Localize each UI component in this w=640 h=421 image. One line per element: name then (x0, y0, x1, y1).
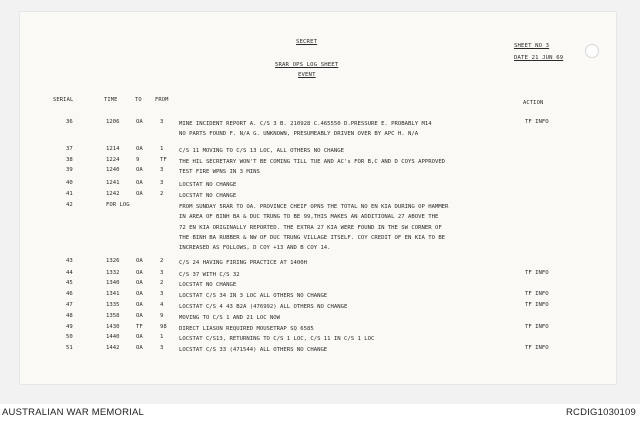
log-entry (20, 258, 616, 268)
classification-heading: SECRET (296, 39, 318, 45)
entry-action: TF INFO (525, 270, 549, 276)
entry-event-line: LOCSTAT C/S 33 (471544) ALL OTHERS NO CHANGE (179, 347, 328, 353)
log-entry (20, 270, 616, 280)
log-entry (20, 119, 616, 138)
col-header-serial: SERIAL (53, 97, 74, 103)
entry-event-line: MINE INCIDENT REPORT A. C/S 3 B. 210928 C.465550 D.PRESSURE E. PROBABLY M14 (179, 121, 432, 127)
entry-to: OA (136, 313, 143, 319)
entry-to: OA (136, 280, 143, 286)
entry-time: 1214 (106, 146, 120, 152)
entry-time: 1442 (106, 345, 120, 351)
entry-event-line: DIRECT LIASON REQUIRED MOUSETRAP SQ 6585 (179, 326, 314, 332)
entry-to: OA (136, 270, 143, 276)
entry-time: 1440 (106, 334, 120, 340)
entry-event-line: TEST FIRE WPNS IN 3 MINS (179, 169, 260, 175)
entry-action: TF INFO (525, 345, 549, 351)
col-header-action: ACTION (523, 100, 544, 106)
entry-from: 3 (160, 270, 164, 276)
col-header-to: TO (135, 97, 142, 103)
entry-event-line: LOCSTAT NO CHANGE (179, 282, 237, 288)
entry-time: 1241 (106, 180, 120, 186)
entry-from: 1 (160, 146, 164, 152)
entry-time: 1341 (106, 291, 120, 297)
event-heading: EVENT (298, 72, 316, 78)
entry-from: 4 (160, 302, 164, 308)
entry-serial: 48 (66, 313, 73, 319)
entry-time: 1326 (106, 258, 120, 264)
entry-from: 1 (160, 334, 164, 340)
entry-time: 1242 (106, 191, 120, 197)
sheet-date: DATE 21 JUN 69 (514, 55, 564, 61)
entry-event-line: FROM SUNDAY 5RAR TO OA. PROVINCE CHEIF OPNS THE TOTAL NO EN KIA DURING OP HAMMER (179, 204, 449, 210)
entry-time: FOR LOG (106, 202, 130, 208)
entry-time: 1335 (106, 302, 120, 308)
entry-event-line: LOCSTAT NO CHANGE (179, 182, 237, 188)
entry-serial: 40 (66, 180, 73, 186)
entry-serial: 44 (66, 270, 73, 276)
entry-serial: 39 (66, 167, 73, 173)
log-entry (20, 302, 616, 312)
entry-event-line: INCREASED AS FOLLOWS, D COY +13 AND B COY 14. (179, 245, 331, 252)
entry-serial: 47 (66, 302, 73, 308)
log-entry (20, 191, 616, 201)
log-entry (20, 202, 616, 252)
entry-event-line: THE BINH BA RUBBER & NW OF DUC TRUNG VILLAGE ITSELF. COY CREDIT OF EN KIA TO BE (179, 234, 446, 241)
entry-to: OA (136, 302, 143, 308)
entry-serial: 36 (66, 119, 73, 125)
log-entry (20, 291, 616, 301)
entry-event-line: THE HIL SECRETARY WON'T BE COMING TILL TUE AND AC's FOR B,C AND D COYS APPROVED (179, 159, 446, 165)
entry-to: OA (136, 146, 143, 152)
entry-from: TF (160, 157, 167, 163)
entry-time: 1206 (106, 119, 120, 125)
entry-action: TF INFO (525, 291, 549, 297)
archive-source: AUSTRALIAN WAR MEMORIAL (2, 407, 145, 418)
log-entry (20, 334, 616, 344)
entry-serial: 41 (66, 191, 73, 197)
document-title: 5RAR OPS LOG SHEET (275, 62, 339, 68)
entry-action: TF INFO (525, 324, 549, 330)
entry-to: OA (136, 334, 143, 340)
log-entry (20, 180, 616, 190)
entry-event-line: MOVING TO C/S 1 AND 21 LOC NOW (179, 315, 281, 321)
sheet-number: SHEET NO 3 (514, 43, 550, 49)
entry-event-line: LOCSTAT C/S 34 IN 3 LOC ALL OTHERS NO CHANGE (179, 293, 328, 299)
archive-reference: RCDIG1030109 (566, 407, 636, 418)
log-sheet-page (20, 12, 616, 384)
entry-event-line: LOCSTAT C/S 4 43 B2A (476992) ALL OTHERS NO CHANGE (179, 304, 348, 310)
entry-from: 3 (160, 291, 164, 297)
entry-event-line: C/S 11 MOVING TO C/S 13 LOC, ALL OTHERS NO CHANGE (179, 148, 345, 154)
entry-to: OA (136, 180, 143, 186)
entry-serial: 42 (66, 202, 73, 208)
entry-serial: 49 (66, 324, 73, 330)
entry-from: 9 (160, 313, 164, 319)
log-entry (20, 345, 616, 355)
entry-from: 2 (160, 191, 164, 197)
entry-from: 98 (160, 324, 167, 330)
entry-from: 2 (160, 280, 164, 286)
entry-time: 1358 (106, 313, 120, 319)
log-entry (20, 157, 616, 167)
entry-from: 3 (160, 345, 164, 351)
entry-to: OA (136, 258, 143, 264)
entry-time: 1224 (106, 157, 120, 163)
entry-event-line: LOCSTAT NO CHANGE (179, 193, 237, 199)
col-header-from: FROM (155, 97, 169, 103)
entry-serial: 45 (66, 280, 73, 286)
entry-from: 3 (160, 119, 164, 125)
entry-to: TF (136, 324, 143, 330)
log-entry (20, 167, 616, 177)
log-entry (20, 280, 616, 290)
entry-serial: 38 (66, 157, 73, 163)
entry-serial: 43 (66, 258, 73, 264)
entry-to: OA (136, 119, 143, 125)
entry-time: 1332 (106, 270, 120, 276)
entry-serial: 51 (66, 345, 73, 351)
entry-time: 1340 (106, 280, 120, 286)
log-entry (20, 324, 616, 334)
entry-time: 1240 (106, 167, 120, 173)
entry-action: TF INFO (525, 119, 549, 125)
entry-to: 9 (136, 157, 140, 163)
log-entry (20, 313, 616, 323)
entry-action: TF INFO (525, 302, 549, 308)
log-entry (20, 146, 616, 156)
entry-event-line: LOCSTAT C/S13, RETURNING TO C/S 1 LOC, C/S 11 IN C/S 1 LOC (179, 336, 375, 342)
entry-serial: 46 (66, 291, 73, 297)
entry-to: OA (136, 345, 143, 351)
entry-to: OA (136, 167, 143, 173)
entry-to: OA (136, 291, 143, 297)
entry-event-line: C/S 24 HAVING FIRING PRACTICE AT 1400H (179, 260, 307, 266)
entry-from: 2 (160, 258, 164, 264)
entry-from: 3 (160, 180, 164, 186)
entry-to: OA (136, 191, 143, 197)
entry-event-line: NO PARTS FOUND F. N/A G. UNKNOWN, PRESUMEABLY DRIVEN OVER BY APC H. N/A (179, 131, 419, 138)
entry-event-line: 72 EN KIA ORIGINALLY REPORTED. THE EXTRA 27 KIA WERE FOUND IN THE SW CORNER OF (179, 224, 442, 231)
punch-hole (585, 44, 599, 58)
entry-from: 3 (160, 167, 164, 173)
entry-serial: 37 (66, 146, 73, 152)
entry-event-line: IN AREA OF BINH BA & DUC TRUNG TO BE 99,THIS MAKES AN ADDITIONAL 27 ABOVE THE (179, 214, 439, 221)
entry-serial: 50 (66, 334, 73, 340)
col-header-time: TIME (104, 97, 118, 103)
entry-event-line: C/S 37 WITH C/S 32 (179, 272, 240, 278)
entry-time: 1430 (106, 324, 120, 330)
